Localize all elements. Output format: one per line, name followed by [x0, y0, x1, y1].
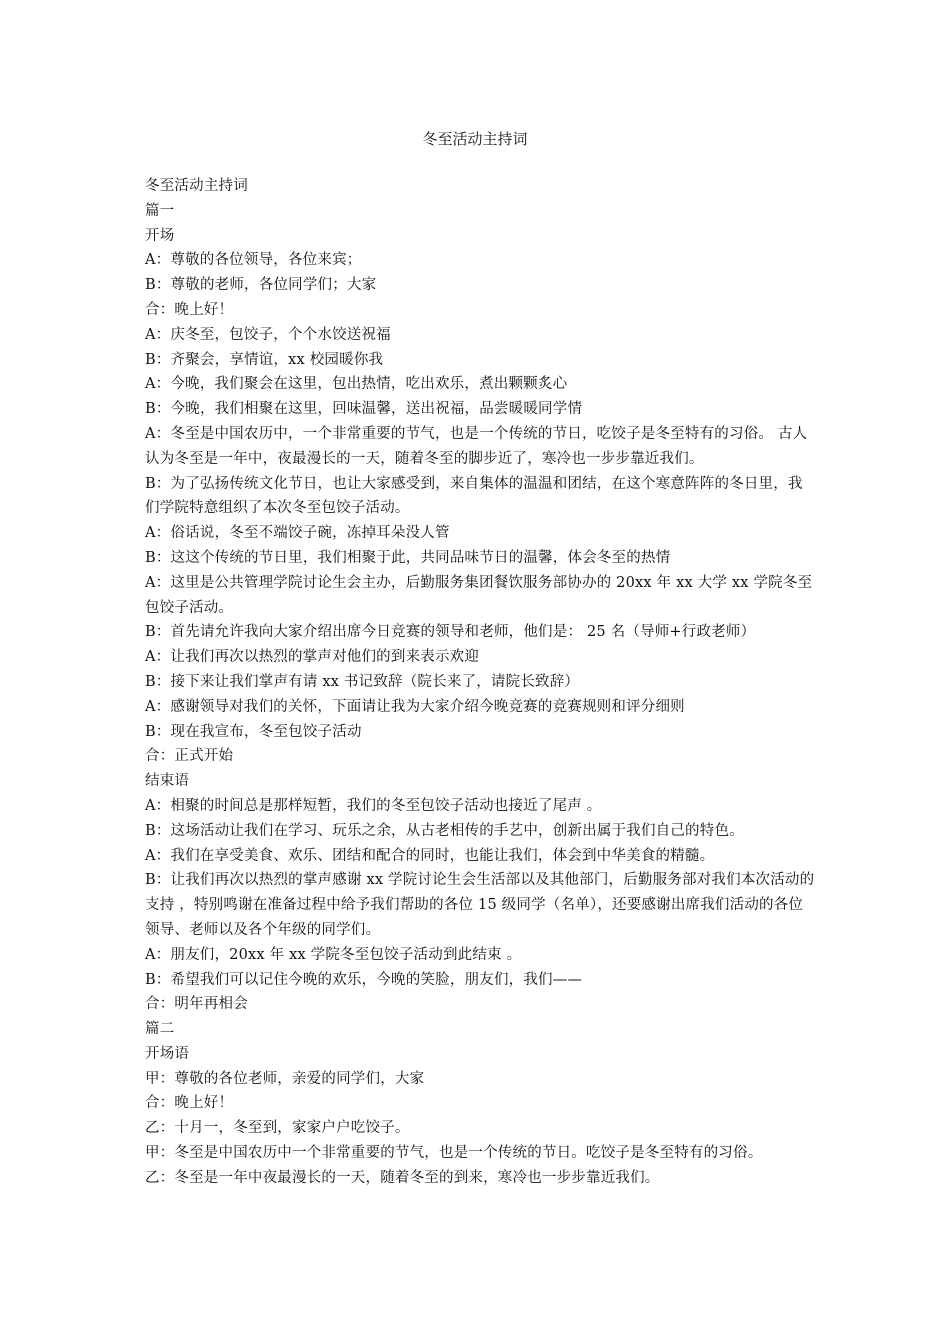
paragraph: B：今晚，我们相聚在这里，回味温馨，送出祝福，品尝暖暖同学情 [145, 401, 583, 418]
paragraph: 篇一 [145, 202, 175, 219]
paragraph: A：庆冬至，包饺子，个个水饺送祝福 [145, 326, 391, 343]
paragraph: 开场语 [145, 1045, 190, 1062]
paragraph: 合：晚上好！ [145, 1095, 234, 1112]
paragraph: B：希望我们可以记住今晚的欢乐，今晚的笑脸，朋友们，我们—— [145, 971, 583, 988]
paragraph: B：为了弘扬传统文化节日，也让大家感受到，来自集体的温温和团结，在这个寒意阵阵的冬日里，我们学院特意组织了本次冬至包饺子活动。 [145, 475, 803, 517]
paragraph: B：尊敬的老师，各位同学们；大家 [145, 277, 377, 294]
paragraph: A：这里是公共管理学院讨论生会主办，后勤服务集团餐饮服务部协办的 20xx 年 xx 大学 xx 学院冬至包饺子活动。 [145, 574, 813, 616]
paragraph: 结束语 [145, 773, 190, 790]
paragraph: 合：正式开始 [145, 748, 234, 765]
paragraph: A：俗话说，冬至不端饺子碗，冻掉耳朵没人管 [145, 525, 450, 542]
paragraph: B：现在我宣布，冬至包饺子活动 [145, 723, 362, 740]
paragraph: A：冬至是中国农历中，一个非常重要的节气，也是一个传统的节日，吃饺子是冬至特有的习俗。 古人认为冬至是一年中，夜最漫长的一天，随着冬至的脚步近了，寒冷也一步步靠近我们。 [145, 425, 808, 467]
paragraph: 篇二 [145, 1021, 175, 1038]
paragraph: B：这场活动让我们在学习、玩乐之余，从古老相传的手艺中，创新出属于我们自己的特色。 [145, 822, 744, 839]
paragraph: 甲：尊敬的各位老师，亲爱的同学们，大家 [145, 1070, 425, 1087]
paragraph: 冬至活动主持词 [145, 178, 248, 194]
paragraph: 乙：十月一，冬至到，家家户户吃饺子。 [145, 1120, 410, 1137]
paragraph: B：接下来让我们掌声有请 xx 书记致辞（院长来了，请院长致辞） [145, 673, 580, 690]
document-body [145, 174, 815, 1191]
paragraph: 合：晚上好！ [145, 301, 234, 318]
paragraph: 乙：冬至是一年中夜最漫长的一天，随着冬至的到来，寒冷也一步步靠近我们。 [145, 1169, 660, 1186]
paragraph: 合：明年再相会 [145, 996, 248, 1013]
paragraph: A：尊敬的各位领导，各位来宾； [145, 252, 362, 269]
paragraph: A：让我们再次以热烈的掌声对他们的到来表示欢迎 [145, 649, 480, 666]
paragraph: A：今晚，我们聚会在这里，包出热情，吃出欢乐，煮出颗颗炙心 [145, 376, 568, 393]
paragraph: B：首先请允许我向大家介绍出席今日竞赛的领导和老师，他们是： 25 名（导师+行政老师） [145, 624, 756, 641]
paragraph: 开场 [145, 227, 175, 244]
paragraph: B：这这个传统的节日里，我们相聚于此，共同品味节日的温馨，体会冬至的热情 [145, 549, 671, 566]
paragraph: A：朋友们，20xx 年 xx 学院冬至包饺子活动到此结束 。 [145, 946, 522, 963]
paragraph: B：齐聚会，享情谊，xx 校园暖你我 [145, 351, 384, 368]
paragraph: B：让我们再次以热烈的掌声感谢 xx 学院讨论生会生活部以及其他部门，后勤服务部对我们本次活动的支持 ，特别鸣谢在准备过程中给予我们帮助的各位 15 级同学（名单），还要感谢出席我们活动的各位领导、老师以及各个年级的同学们。 [145, 872, 815, 938]
paragraph: A：相聚的时间总是那样短暂，我们的冬至包饺子活动也接近了尾声 。 [145, 797, 602, 814]
document-title: 冬至活动主持词 [422, 130, 528, 148]
paragraph: A：我们在享受美食、欢乐、团结和配合的同时，也能让我们，体会到中华美食的精髓。 [145, 847, 715, 864]
paragraph: 甲：冬至是中国农历中一个非常重要的节气，也是一个传统的节日。吃饺子是冬至特有的习俗。 [145, 1145, 763, 1162]
paragraph: A：感谢领导对我们的关怀，下面请让我为大家介绍今晚竞赛的竞赛规则和评分细则 [145, 698, 685, 715]
